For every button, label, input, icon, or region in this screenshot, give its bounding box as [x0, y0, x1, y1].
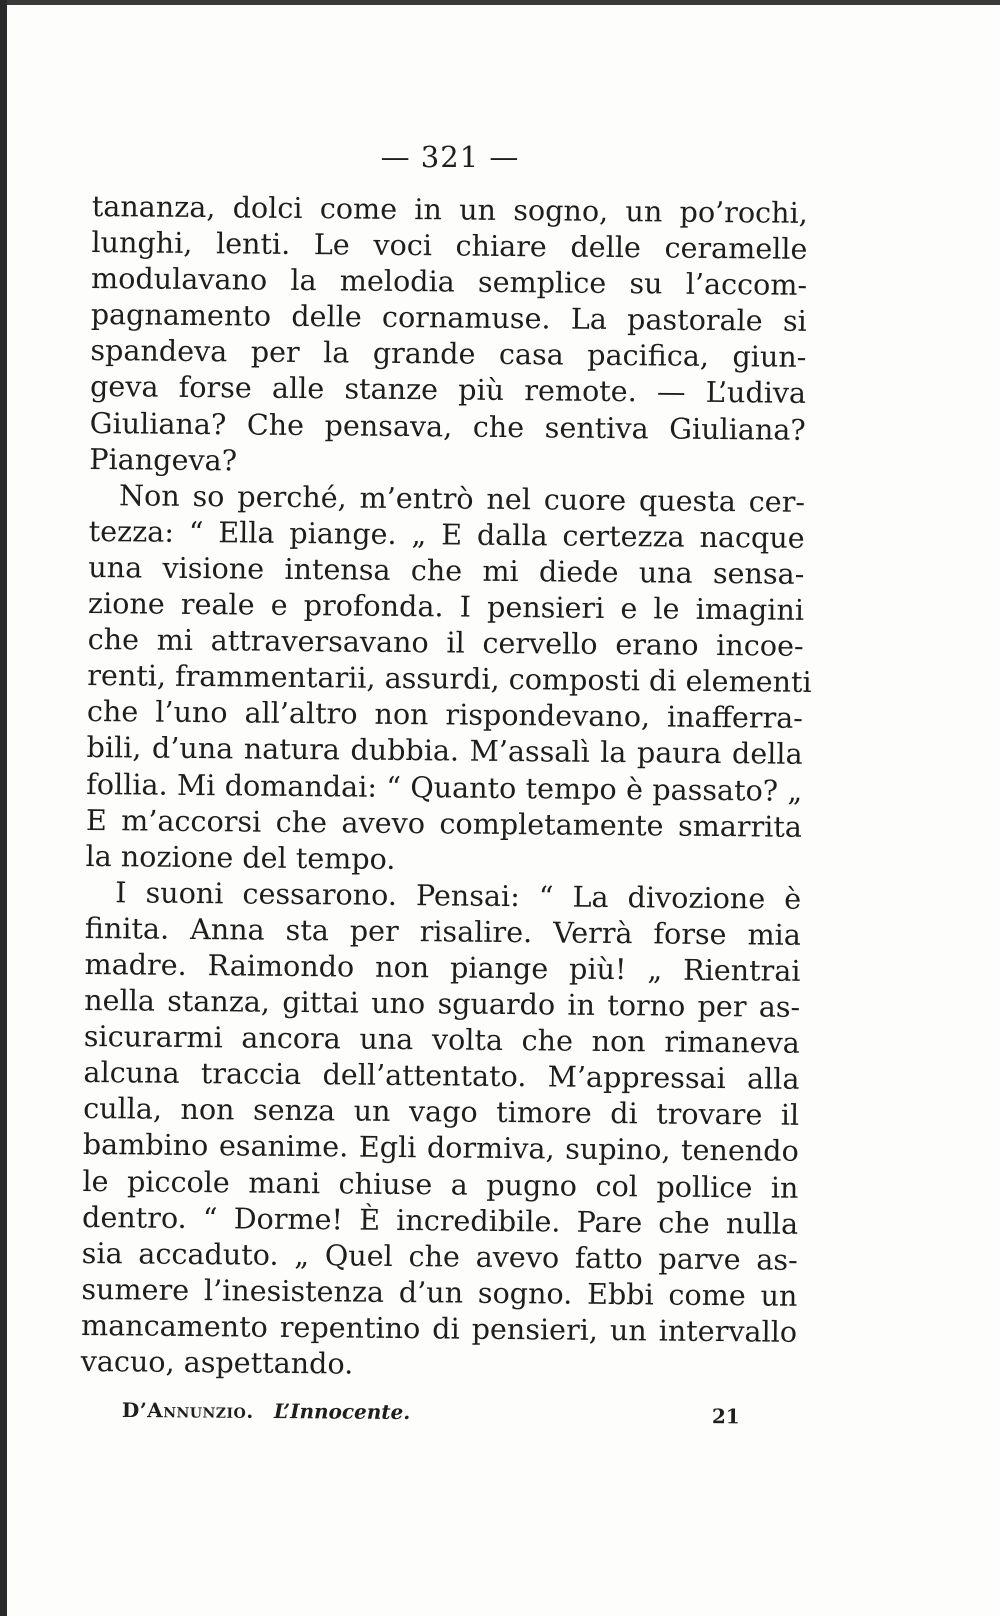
text-line: pagnamento delle cornamuse. La pastorale si [90, 297, 807, 339]
body-text [80, 188, 812, 1386]
text-line: vacuo, aspettando. [80, 1343, 354, 1381]
text-line: Giuliana? Che pensava, che sentiva Giuliana? [89, 405, 806, 447]
text-line: le piccole mani chiuse a pugno col pollice in [82, 1163, 799, 1205]
text-line: nella stanza, gittai uno sguardo in torno per as- [84, 983, 801, 1024]
text-line: una visione intensa che mi diede una sensa- [88, 549, 805, 591]
text-line: alcuna traccia dell’attentato. M’appressai alla [83, 1055, 800, 1097]
text-line: madre. Raimondo non piange più! „ Rientrai [84, 946, 801, 988]
text-line: sia accaduto. „ Quel che avevo fatto parve as- [81, 1235, 798, 1277]
text-line: lunghi, lenti. Le voci chiare delle ceramelle [91, 225, 808, 266]
footer-author: D’Annunzio. [121, 1398, 254, 1423]
text-line: finita. Anna sta per risalire. Verrà forse mia [84, 910, 802, 952]
text-line: renti, frammentarii, assurdi, composti di elementi [87, 658, 812, 700]
text-line: E m’accorsi che avevo completamente smarrita [85, 802, 803, 844]
text-line: sicurarmi ancora una volta che non rimaneva [83, 1019, 800, 1060]
text-line: zione reale e profonda. I pensieri e le imagini [87, 586, 805, 627]
text-line: geva forse alle stanze più remote. — L’udiva [89, 369, 807, 411]
text-line: Piangeva? [89, 441, 238, 478]
page-footer [122, 1398, 762, 1438]
text-line: spandeva per la grande casa pacifica, giun- [90, 333, 807, 375]
text-line: bili, d’una natura dubbia. M’assalì la paura della [86, 730, 803, 772]
text-line: tananza, dolci come in un sogno, un po’rochi, [91, 188, 808, 230]
text-line: bambino esanime. Egli dormiva, supino, tenendo [82, 1127, 799, 1169]
text-line: che l’uno all’altro non rispondevano, inafferra- [86, 694, 804, 736]
text-line: sumere l’inesistenza d’un sogno. Ebbi come un [81, 1271, 798, 1313]
page-binding-edge [0, 0, 7, 1616]
text-line: che mi attraversavano il cervello erano incoe- [87, 622, 804, 663]
text-line: Non so perché, m’entrò nel cuore questa cer- [118, 478, 806, 519]
footer-book-title: L’Innocente. [273, 1399, 411, 1425]
text-line: tezza: “ Ella piange. „ E dalla certezza nacque [88, 513, 805, 555]
text-line: dentro. “ Dorme! È incredibile. Pare che nulla [81, 1199, 799, 1241]
text-line: culla, non senza un vago timore di trovare il [83, 1091, 800, 1133]
text-line: follia. Mi domandai: “ Quanto tempo è passato? „ [86, 766, 803, 808]
text-line: I suoni cessarono. Pensai: “ La divozione è [115, 875, 802, 916]
text-line: mancamento repentino di pensieri, un intervallo [80, 1307, 798, 1349]
text-line: modulavano la melodia semplice su l’accom- [90, 261, 808, 303]
text-line: la nozione del tempo. [85, 838, 396, 876]
signature-mark: 21 [711, 1404, 740, 1429]
page-number: — 321 — [380, 140, 520, 174]
page-top-edge [0, 0, 1000, 5]
